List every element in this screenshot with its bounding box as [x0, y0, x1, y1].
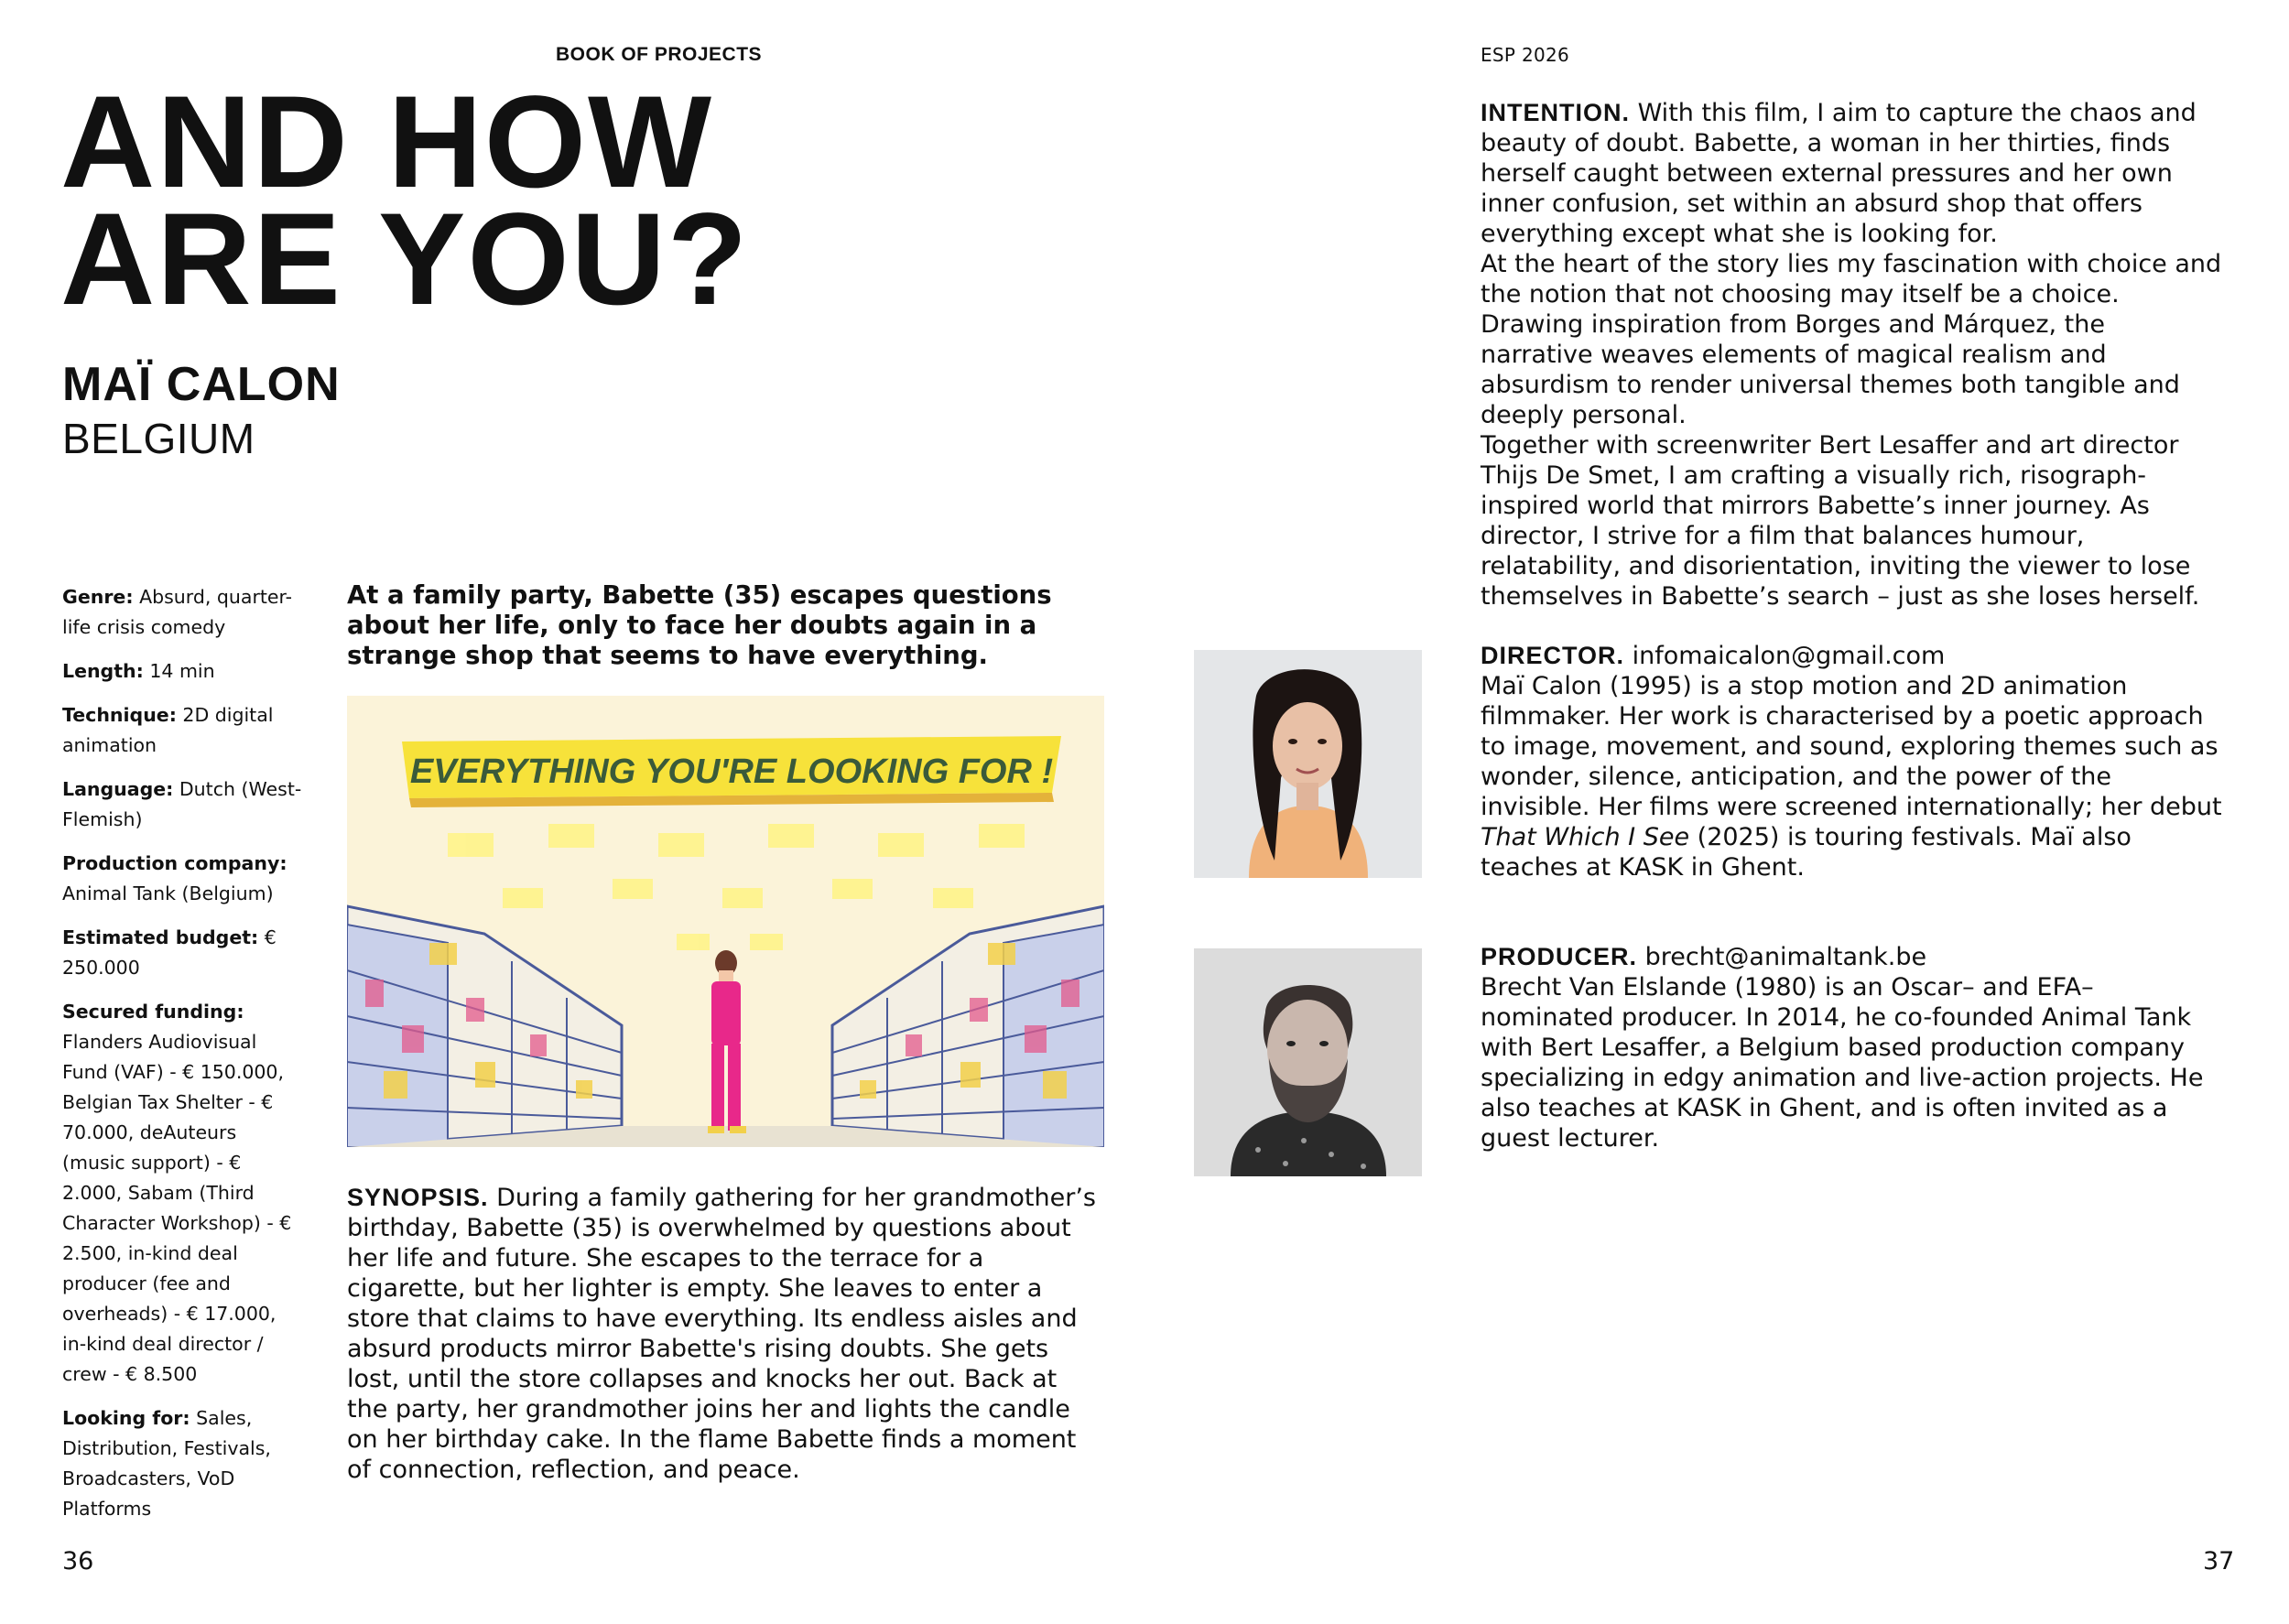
fact-technique: Technique: 2D digital animation	[62, 704, 274, 756]
director-photo	[1194, 650, 1422, 878]
film-still-image	[347, 696, 1104, 1147]
title-line-1: AND HOW	[60, 70, 714, 215]
country: BELGIUM	[62, 415, 255, 462]
synopsis-heading: SYNOPSIS.	[347, 1184, 489, 1211]
edition-header: ESP 2026	[1481, 44, 1570, 66]
fact-estimated-budget: Estimated budget: € 250.000	[62, 926, 277, 979]
fact-production-company: Production company: Animal Tank (Belgium)	[62, 852, 287, 904]
fact-genre: Genre: Absurd, quarter-life crisis comedy	[62, 586, 293, 638]
fact-length: Length: 14 min	[62, 660, 215, 682]
title-line-2: ARE YOU?	[60, 187, 750, 332]
debut-film-title: That Which I See	[1481, 823, 1690, 851]
producer-email: brecht@animaltank.be	[1637, 943, 1927, 971]
synopsis: SYNOPSIS. During a family gathering for her grandmother’s birthday, Babette (35) is overwhelmed by questions about her life and future. She escapes to the terrace for a cigarette, but her lighter is empty. She leaves to enter a store that claims to have everything. Its endless aisles and absurd products mirror Babette's rising doubts. She gets lost, until the store collapses and knocks her out. Back at the party, her grandmother joins her and lights the candle on her birthday cake. In the flame Babette finds a moment of connection, reflection, and peace.	[347, 1184, 1096, 1484]
intention-heading: INTENTION.	[1481, 99, 1630, 126]
store-banner-text: EVERYTHING YOU'RE LOOKING FOR !	[409, 752, 1054, 791]
book-of-projects-header: BOOK OF PROJECTS	[556, 44, 763, 65]
director-section: DIRECTOR. infomaicalon@gmail.com Maï Calon (1995) is a stop motion and 2D animation filmmaker. Her work is characterised by a poetic approach to image, movement, and sound, exploring themes such as wonder, silence, anticipation, and the power of the invisible. Her films were screened internationally; her debut That Which I See (2025) is touring festivals. Maï also teaches at KASK in Ghent.	[1481, 642, 2222, 882]
fact-looking-for: Looking for: Sales, Distribution, Festivals, Broadcasters, VoD Platforms	[62, 1407, 271, 1520]
logline: At a family party, Babette (35) escapes questions about her life, only to face her doubts again in a strange shop that seems to have everything.	[347, 580, 1052, 670]
page-number-left: 36	[62, 1547, 94, 1575]
director-email: infomaicalon@gmail.com	[1624, 642, 1946, 670]
director-name: MAÏ CALON	[62, 358, 341, 411]
producer-heading: PRODUCER.	[1481, 943, 1638, 970]
project-title	[60, 70, 976, 332]
intention-section: INTENTION. With this film, I aim to capture the chaos and beauty of doubt. Babette, a woman in her thirties, finds herself caught between external pressures and her own inner confusion, set within an absurd shop that offers everything except what she is looking for. At the heart of the story lies my fascination with choice and the notion that not choosing may itself be a choice. Drawing inspiration from Borges and Márquez, the narrative weaves elements of magical realism and absurdism to render universal themes both tangible and deeply personal. Together with screenwriter Bert Lesaffer and art director Thijs De Smet, I am crafting a visually rich, risograph-inspired world that mirrors Babette’s inner journey. As director, I strive for a film that balances humour, relatability, and disorientation, inviting the viewer to lose themselves in Babette’s search – just as she loses herself.	[1481, 99, 2222, 611]
project-facts	[62, 582, 302, 1538]
producer-section: PRODUCER. brecht@animaltank.be Brecht Van Elslande (1980) is an Oscar– and EFA–nominated producer. In 2014, he co-founded Animal Tank with Bert Lesaffer, a Belgium based production company specializing in edgy animation and live-action projects. He also teaches at KASK in Ghent, and is often invited as a guest lecturer.	[1481, 943, 2204, 1153]
fact-language: Language: Dutch (West-Flemish)	[62, 778, 302, 830]
producer-photo	[1194, 948, 1422, 1176]
director-heading: DIRECTOR.	[1481, 642, 1625, 669]
page-number-right: 37	[2203, 1547, 2235, 1575]
fact-secured-funding: Secured funding: Flanders Audiovisual Fund (VAF) - € 150.000, Belgian Tax Shelter - € 70.000, deAuteurs (music support) - € 2.000, Sabam (Third Character Workshop) - € 2.500, in-kind deal producer (fee and overheads) - € 17.000, in-kind deal director / crew - € 8.500	[62, 1001, 292, 1385]
